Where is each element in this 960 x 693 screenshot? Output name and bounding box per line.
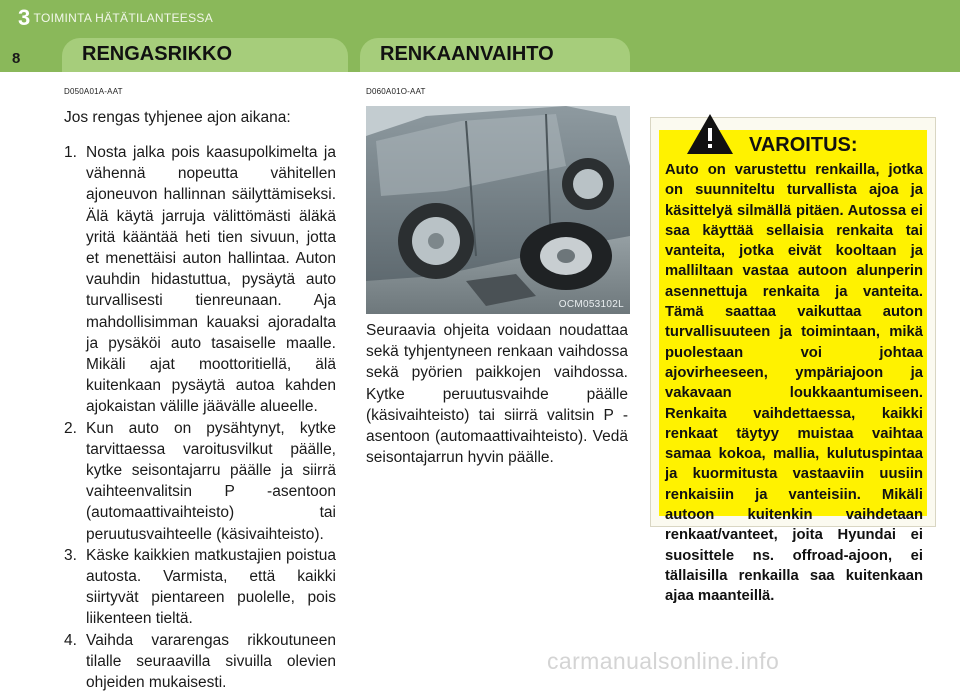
tire-change-instructions: Seuraavia ohjeita voidaan noudattaa sekä tyhjentyneen renkaan vaihdossa sekä pyörien paikkojen vaihdossa. Kytke peruutusvaihde päälle (käsivaihteisto) tai siirrä valitsin P -asentoon (automaattivaihteisto). Vedä seisontajarrun hyvin päälle. [366, 322, 628, 467]
warning-triangle-icon [685, 112, 735, 156]
warning-panel [659, 130, 927, 605]
section-code-left: D050A01A-AAT [64, 87, 123, 96]
step-item [64, 418, 336, 545]
step-text: Kun auto on pysähtynyt, kytke tarvittaessa varoitusvilkut päälle, kytke seisontajarru päälle ja siirrä vaihteenvalitsin P -asentoon (automaattivaihteisto) tai peruutusvaihteelle (käsivaihteisto). [86, 419, 336, 543]
warning-title: VAROITUS: [749, 134, 858, 156]
chapter-number: 3 [18, 5, 31, 30]
spare-tire-photo [366, 106, 630, 314]
chapter-label [18, 5, 213, 31]
section-title-left: RENGASRIKKO [82, 43, 233, 65]
step-text: Nosta jalka pois kaasupolkimelta ja vähennä nopeutta vähitellen ajoneuvon hallinnan säilyttämiseksi. Älä käytä jarruja välittömästi äläkä yritä kääntää heti tien sivuun, jotta et menettäisi auton hallintaa. Auton vauhdin hidastuttua, pysäytä auto turvallisesti tienreunaan. Aja mahdollisimman kauaksi ajoradalta ja pysäköi auto tasaiselle maalle. Mikäli ajat moottoritiellä, älä kuitenkaan pysäytä autoa kahden ajokaistan välille jäävälle alueelle. [86, 144, 336, 416]
car-and-spare-tire-illustration [366, 106, 630, 314]
warning-box [650, 117, 936, 605]
steps-list [64, 142, 336, 693]
intro-text: Jos rengas tyhjenee ajon aikana: [64, 109, 291, 126]
page-number: 8 [12, 50, 21, 67]
image-code: OCM053102L [558, 299, 624, 310]
chapter-title: TOIMINTA HÄTÄTILANTEESSA [33, 11, 214, 25]
step-text: Käske kaikkien matkustajien poistua autosta. Varmista, että kaikki siirtyvät pientareen puolelle, pois liikenteen tieltä. [86, 546, 336, 628]
step-number: 4. [64, 631, 77, 649]
step-item [64, 142, 336, 418]
warning-text: Auto on varustettu renkailla, jotka on suunniteltu turvallista ajoa ja käsittelyä silmällä pitäen. Autossa ei saa käyttää sellaisia renkaita tai vanteita, jotka eivät kooltaan ja malliltaan vastaa autoon alunperin asennettuja renkaita ja vanteita. Tämä saattaa vaikuttaa auton turvallisuuteen ja toimintaan, mikä puolestaan voi johtaa ajovirheeseen, ympäriajoon ja vakavaan loukkaantumiseen. Renkaita vaihdettaessa, kaikki renkaat täytyy muistaa vaihtaa samaa kokoa, mallia, kulutuspintaa ja kuormitusta vastaaviin uusiin renkaisiin ja vanteisiin. Mikäli autoon kuitenkin vaihdetaan renkaat/vanteet, joita Hyundai ei suosittele ns. offroad-ajoon, ei tällaisilla renkailla saa kuitenkaan ajaa maanteillä. [665, 162, 923, 605]
watermark: carmanualsonline.info [547, 648, 780, 674]
tab-renkaanvaihto [360, 38, 630, 72]
step-number: 1. [64, 144, 77, 161]
step-text: Vaihda vararengas rikkoutuneen tilalle seuraavilla sivuilla olevien ohjeiden mukaisesti. [86, 631, 336, 692]
step-number: 3. [64, 546, 77, 564]
section-code-right: D060A01O-AAT [366, 87, 426, 96]
tab-rengasrikko [62, 38, 348, 72]
section-title-right: RENKAANVAIHTO [380, 43, 554, 65]
step-item [64, 630, 336, 693]
step-item [64, 545, 336, 630]
step-number: 2. [64, 419, 77, 437]
